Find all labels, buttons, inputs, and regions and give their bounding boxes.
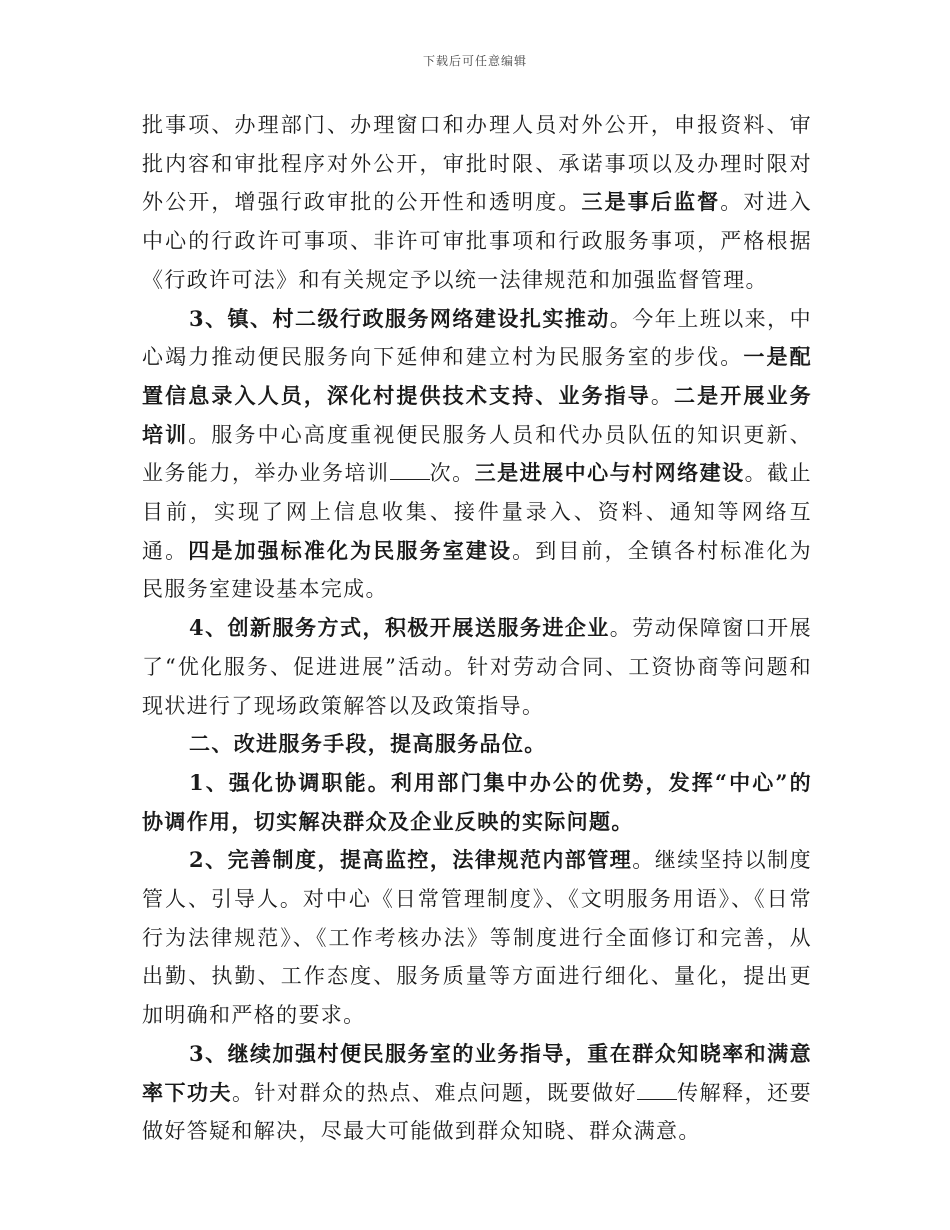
text-run: 。继续坚持以制度管人、引导人。对中心《日常管理制度》、《文明服务用语》、《日常行为法律规范》、《工作考核办法》等制度进行全面修订和完善，从出勤、执勤、工作态度、服务质量等方面进行细化、量化，提出更加明确和严格的要求。	[142, 848, 812, 1028]
page-header: 下载后可任意编辑	[422, 54, 527, 68]
paragraph-2	[142, 300, 812, 610]
text-run: 。劳动保障窗口开展了“优化服务、促进进展”活动。针对劳动合同、工资协商等问题和现状进行了现场政策解答以及政策指导。	[142, 616, 812, 718]
text-run: 次。	[429, 461, 475, 486]
bold-run: 三是事后监督	[581, 189, 721, 215]
bold-run: 2、完善制度，提高监控，法律规范内部管理	[189, 847, 633, 873]
bold-run: 3、镇、村二级行政服务网络建设扎实推动	[189, 305, 610, 331]
bold-run: 3、继续加强村便民服务室的业务指导，重在群众知晓率和满意率下功夫	[142, 1040, 812, 1105]
bold-run: 4、创新服务方式，积极开展送服务进企业	[189, 615, 610, 641]
text-run: 。服务中心高度重视便民服务人员和代办员队伍的知识更新、业务能力，举办业务培训	[142, 422, 812, 486]
text-run: 传解释，还要做好答疑和解决，尽最大可能做到群众知晓、群众满意。	[142, 1080, 812, 1144]
document-body	[142, 106, 812, 1151]
blank-underline	[637, 1081, 677, 1100]
bold-run: 1、强化协调职能。利用部门集中办公的优势，发挥“中心”的协调作用，切实解决群众及企业反映的实际问题。	[142, 769, 812, 834]
bold-run: 二、改进服务手段，提高服务品位。	[189, 731, 547, 757]
text-run: 。今年上班以来，中心竭力推动便民服务向下延伸和建立村为民服务室的步伐。	[142, 306, 812, 370]
text-run: 。	[650, 383, 674, 408]
text-run: 。到目前，全镇各村标准化为民服务室建设基本完成。	[142, 538, 812, 602]
text-run: 。对进入中心的行政许可事项、非许可审批事项和行政服务事项，严格根据《行政许可法》和有关规定予以统一法律规范和加强监督管理。	[142, 190, 812, 292]
paragraph-5	[142, 764, 812, 841]
paragraph-1	[142, 106, 812, 300]
bold-run: 三是进展中心与村网络建设	[474, 460, 745, 486]
text-run: 批事项、办理部门、办理窗口和办理人员对外公开，申报资料、审批内容和审批程序对外公开，审批时限、承诺事项以及办理时限对外公开，增强行政审批的公开性和透明度。	[142, 113, 812, 215]
bold-run: 二是开展业务培训	[142, 382, 812, 447]
bold-run: 四是加强标准化为民服务室建设	[188, 537, 513, 563]
paragraph-6	[142, 841, 812, 1035]
paragraph-7	[142, 1035, 812, 1151]
text-run: 。针对群众的热点、难点问题，既要做好	[232, 1080, 637, 1105]
section-heading	[142, 725, 812, 764]
blank-underline	[390, 461, 430, 480]
text-run: 。截止目前，实现了网上信息收集、接件量录入、资料、通知等网络互通。	[142, 461, 813, 563]
bold-run: 一是配置信息录入人员，深化村提供技术支持、业务指导	[142, 344, 812, 408]
paragraph-3	[142, 609, 812, 725]
